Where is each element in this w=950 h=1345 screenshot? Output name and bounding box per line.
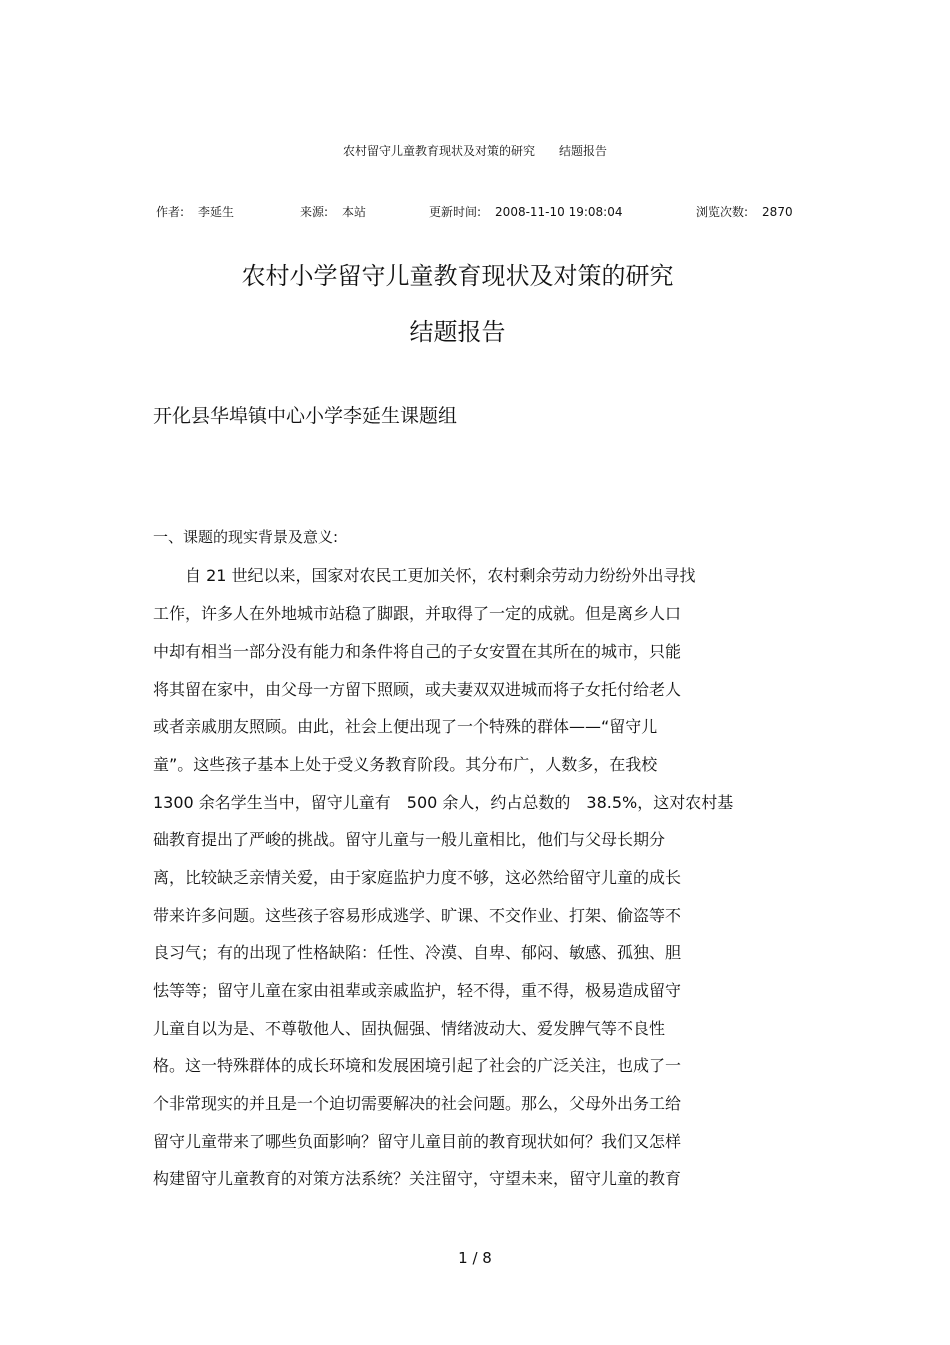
meta-author-label: 作者: [156, 205, 185, 219]
meta-source [300, 203, 366, 220]
section-heading: 一、课题的现实背景及意义: [153, 528, 339, 546]
meta-updated-label: 更新时间: [429, 205, 482, 219]
meta-updated-value: 2008-11-10 19:08:04 [495, 205, 623, 219]
body-line: 个非常现实的并且是一个迫切需要解决的社会问题。那么，父母外出务工给 [153, 1094, 682, 1113]
body-line: 中却有相当一部分没有能力和条件将自己的子女安置在其所在的城市，只能 [153, 642, 682, 661]
document-title-line-1: 农村小学留守儿童教育现状及对策的研究 [241, 262, 674, 290]
body-line: 怯等等；留守儿童在家由祖辈或亲戚监护，轻不得，重不得，极易造成留守 [153, 981, 682, 1000]
meta-author-value: 李延生 [198, 205, 235, 219]
body-line: 带来许多问题。这些孩子容易形成逃学、旷课、不交作业、打架、偷盗等不 [153, 906, 682, 925]
body-line: 构建留守儿童教育的对策方法系统？关注留守，守望未来，留守儿童的教育 [153, 1169, 682, 1188]
meta-views-label: 浏览次数: [696, 205, 749, 219]
body-line: 留守儿童带来了哪些负面影响？留守儿童目前的教育现状如何？我们又怎样 [153, 1132, 682, 1151]
body-line: 础教育提出了严峻的挑战。留守儿童与一般儿童相比，他们与父母长期分 [153, 830, 666, 849]
body-line: 自 21 世纪以来，国家对农民工更加关怀，农村剩余劳动力纷纷外出寻找 [153, 566, 696, 585]
body-line: 或者亲戚朋友照顾。由此，社会上便出现了一个特殊的群体——“留守儿 [153, 717, 658, 736]
author-group: 开化县华埠镇中心小学李延生课题组 [153, 405, 458, 427]
document-title-line-2: 结题报告 [409, 318, 506, 346]
body-line: 格。这一特殊群体的成长环境和发展困境引起了社会的广泛关注，也成了一 [153, 1056, 682, 1075]
body-line: 童”。这些孩子基本上处于受义务教育阶段。其分布广，人数多，在我校 [153, 755, 658, 774]
body-line: 工作，许多人在外地城市站稳了脚跟，并取得了一定的成就。但是离乡人口 [153, 604, 682, 623]
page-number: 1 / 8 [458, 1249, 492, 1267]
meta-updated [429, 203, 623, 220]
body-line: 良习气；有的出现了性格缺陷：任性、冷漠、自卑、郁闷、敏感、孤独、胆 [153, 943, 682, 962]
meta-author [156, 203, 234, 220]
meta-views-value: 2870 [762, 205, 793, 219]
meta-views [696, 203, 793, 220]
body-line: 儿童自以为是、不尊敬他人、固执倔强、情绪波动大、爱发脾气等不良性 [153, 1019, 666, 1038]
body-line: 1300 余名学生当中，留守儿童有 500 余人，约占总数的 38.5%，这对农村基 [153, 793, 734, 812]
meta-source-value: 本站 [342, 205, 367, 219]
body-line: 离，比较缺乏亲情关爱，由于家庭监护力度不够，这必然给留守儿童的成长 [153, 868, 682, 887]
body-line: 将其留在家中，由父母一方留下照顾，或夫妻双双进城而将子女托付给老人 [153, 680, 682, 699]
running-header: 农村留守儿童教育现状及对策的研究 结题报告 [342, 144, 607, 158]
meta-source-label: 来源: [300, 205, 329, 219]
